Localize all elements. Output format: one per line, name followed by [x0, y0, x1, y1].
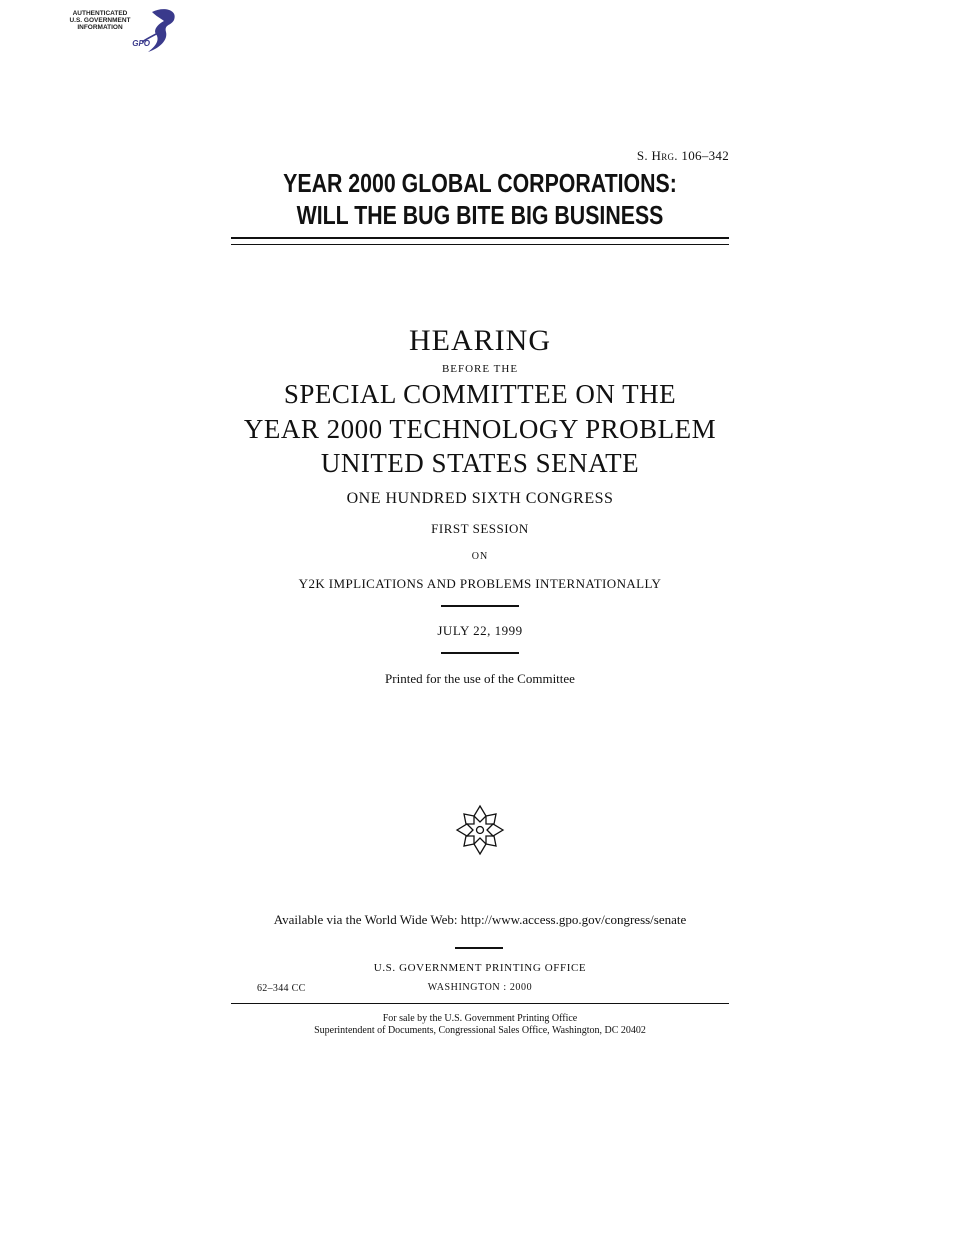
hearing-number-series: Hrg.	[651, 148, 678, 163]
hearing-subject: Y2K IMPLICATIONS AND PROBLEMS INTERNATIONALLY	[298, 576, 662, 591]
title-line-1: YEAR 2000 GLOBAL CORPORATIONS:	[283, 168, 677, 198]
sale-info-line-1: For sale by the U.S. Government Printing Office	[382, 1013, 578, 1024]
sale-info-rule	[231, 1003, 729, 1004]
congress: ONE HUNDRED SIXTH CONGRESS	[346, 490, 614, 507]
svg-text:INFORMATION: INFORMATION	[77, 24, 123, 31]
hearing-heading: HEARING	[409, 324, 551, 357]
availability-text: Available via the World Wide Web: http://www.access.gpo.gov/congress/senate	[273, 912, 687, 927]
hearing-date: JULY 22, 1999	[437, 623, 523, 638]
hearing-number-prefix: S.	[636, 148, 652, 163]
document-code: 62–344 CC	[257, 983, 306, 994]
before-the: BEFORE THE	[441, 363, 519, 375]
printing-office: U.S. GOVERNMENT PRINTING OFFICE	[373, 962, 587, 974]
date-rule-top	[441, 605, 519, 607]
committee-seal-icon	[455, 804, 505, 856]
svg-text:AUTHENTICATED: AUTHENTICATED	[72, 10, 128, 17]
title-line-2: WILL THE BUG BITE BIG BUSINESS	[296, 200, 664, 230]
sale-info-line-2: Superintendent of Documents, Congressional Sales Office, Washington, DC 20402	[314, 1025, 646, 1036]
svg-text:U.S. GOVERNMENT: U.S. GOVERNMENT	[69, 17, 131, 24]
committee-line-1: SPECIAL COMMITTEE ON THE	[283, 379, 677, 409]
gpo-authenticated-logo	[60, 4, 190, 60]
eagle-icon	[60, 4, 190, 60]
printed-for-committee: Printed for the use of the Committee	[385, 671, 575, 686]
publication-location: WASHINGTON : 2000	[427, 982, 533, 993]
title-double-rule	[231, 237, 729, 245]
committee-line-2: YEAR 2000 TECHNOLOGY PROBLEM	[243, 414, 717, 444]
svg-text:GPO: GPO	[132, 39, 150, 48]
hearing-number	[637, 148, 729, 164]
publisher-rule	[455, 947, 503, 949]
date-rule-bottom	[441, 652, 519, 654]
hearing-number-value: 106–342	[677, 148, 729, 163]
session: FIRST SESSION	[431, 521, 529, 536]
on-label: ON	[471, 551, 489, 562]
committee-line-3: UNITED STATES SENATE	[320, 448, 640, 478]
